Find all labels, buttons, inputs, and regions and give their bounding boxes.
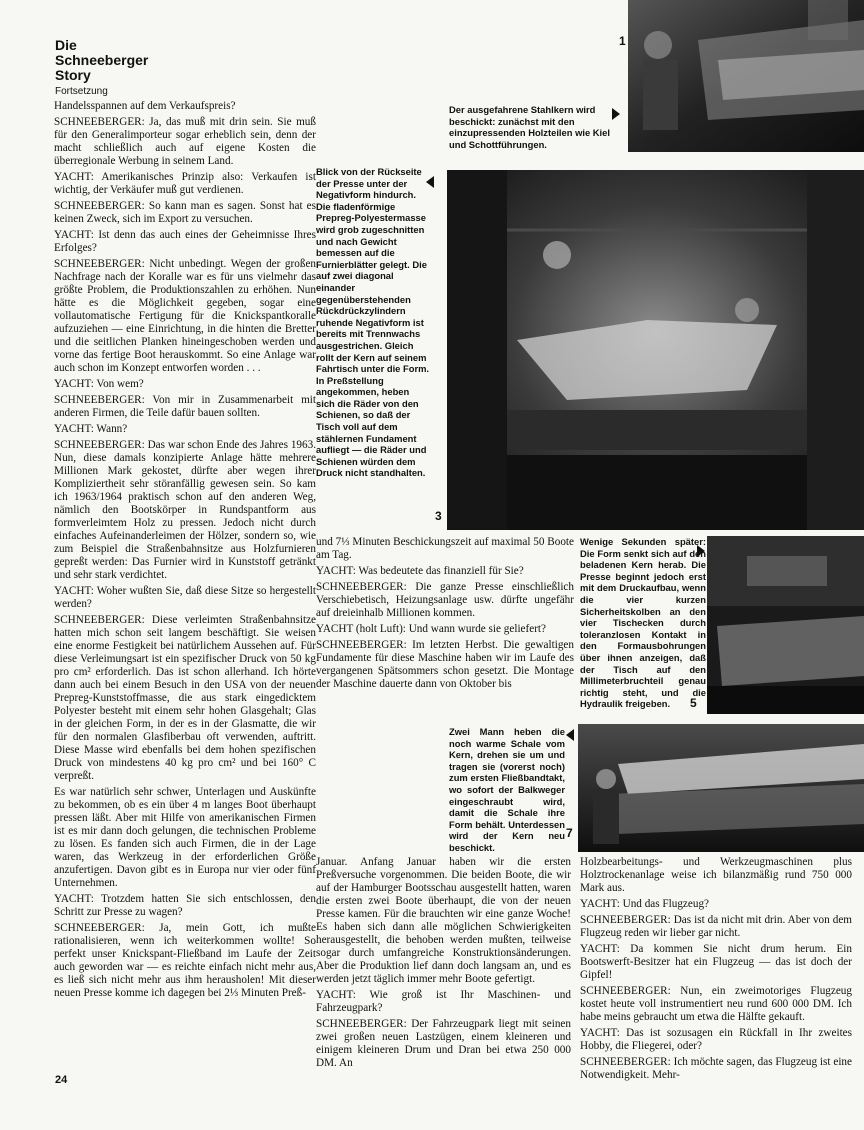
page-number: 24 [55, 1074, 68, 1086]
caption-arrow-3 [426, 176, 434, 188]
paragraph: Holzbearbeitungs- und Werkzeugmaschinen plus Holztrockenanlage weise ich bilanzmäßig rund 750 000 Mark aus. [580, 856, 852, 894]
photo-3-caption: Blick von der Rückseite der Presse unter der Negativform hindurch. Die fladenförmige Prepreg-Polyestermasse wird grob zugeschnitten und nach Gewicht bemessen auf die Furnierblätter gelegt. Die auf zwei diagonal einander gegenüberstehenden Rückdrückzylindern ruhende Negativform ist bereits mit Trennwachs ausgestrichen. Gleich rollt der Kern auf seinem Fahrtisch unter die Form. In Preßstellung angekommen, heben sich die Räder von den Schienen, so daß der Tisch voll auf dem stählernen Fundament aufliegt — die Räder und Schienen würden dem Druck nicht standhalten. [316, 166, 430, 479]
photo-1 [628, 0, 864, 152]
paragraph: YACHT (holt Luft): Und wann wurde sie geliefert? [316, 623, 547, 635]
paragraph: Handelsspannen auf dem Verkaufspreis? [54, 100, 236, 112]
right-column [580, 856, 852, 1081]
continued-label: Fortsetzung [55, 86, 108, 97]
photo-1-number: 1 [619, 34, 626, 48]
paragraph: YACHT: Von wem? [54, 378, 144, 390]
paragraph: SCHNEEBERGER: Nicht unbedingt. Wegen der großen Nachfrage nach der Koralle war es für uns vielmehr das größte Problem, die Produktionszahlen zu erhöhen. Nun hätte es die Möglichkeit gegeben, sogar eine vollautomatische Fertigung für die Knickspantkoralle aufzuziehen — eine Einrichtung, in die hinten die Bretter und die seitlichen Planken hineingeschoben werden und vorne das fertige Boot herauskommt. So eine Anlage war auch schon im Konzept entworfen worden . . . [54, 258, 316, 374]
paragraph: YACHT: Amerikanisches Prinzip also: Verkaufen ist wichtig, der Verkäufer muß gut verdienen. [54, 171, 316, 196]
paragraph: SCHNEEBERGER: Das ist da nicht mit drin. Aber von dem Flugzeug reden wir lieber gar nicht. [580, 914, 852, 939]
photo-3-number: 3 [435, 509, 442, 523]
paragraph: YACHT: Und das Flugzeug? [580, 898, 710, 910]
paragraph: SCHNEEBERGER: Ja, mein Gott, ich mußte rationalisieren, wenn ich weiterkommen wollte! So perfekt unser Knickspant-Fließband im Laufe der Zeit auch geworden war — es reichte einfach nicht mehr aus, es ließ sich nicht mehr aus ihm herausholen! Mit dieser neuen Presse komme ich dagegen bei 2⅓ Minuten Preß- [54, 922, 316, 999]
paragraph: Januar. Anfang Januar haben wir die ersten Preßversuche vorgenommen. Die beiden Boote, die wir auf der Hamburger Bootsschau ausgestellt hatten, waren die ersten zwei Boote überhaupt, die von der neuen Presse kamen. Für die brauchten wir eine ganze Woche! Es haben sich dann alle möglichen Schwierigkeiten herausgestellt, die behoben werden mußten, teilweise sogar durch umfangreiche Konstruktionsänderungen. Aber die Produktion lief dann doch langsam an, und es werden jetzt täglich immer mehr Boote gefertigt. [316, 856, 571, 985]
caption-arrow-5 [697, 545, 705, 557]
paragraph: SCHNEEBERGER: Nun, ein zweimotoriges Flugzeug kostet heute voll instrumentiert neu rund 600 000 DM. Ich habe meins gebraucht um etwa die Hälfte gekauft. [580, 985, 852, 1023]
title-line-2: Schneeberger [55, 52, 149, 68]
photo-7-number: 7 [566, 826, 573, 840]
left-column [54, 100, 316, 1058]
paragraph: und 7⅓ Minuten Beschickungszeit auf maximal 50 Boote am Tag. [316, 536, 574, 561]
paragraph: Es war natürlich sehr schwer, Unterlagen und Auskünfte zu bekommen, ob es ein über 4 m langes Boot überhaupt pressen läßt. Aber mit Hilfe von amerikanischen Firmen ist es mir dann doch gelungen, die technischen Probleme zu lösen. Es fanden sich auch Firmen, die in der Lage waren, das Werkzeug in der erforderlichen Größe anzufertigen. Davon gibt es in Europa nur vier oder fünf Unternehmen. [54, 786, 316, 889]
photo-5-number: 5 [690, 696, 697, 710]
paragraph: SCHNEEBERGER: Die ganze Presse einschließlich Verschiebetisch, Heizungsanlage usw. dürfte ungefähr auf dreieinhalb Millionen kommen. [316, 581, 574, 619]
photo-7-caption: Zwei Mann heben die noch warme Schale vom Kern, drehen sie um und tragen sie (vorerst noch) zum ersten Fließbandtakt, wo sofort der Balkweger eingeschraubt wird, damit die Schale ihre Form behält. Unterdessen wird der Kern neu beschickt. [449, 726, 565, 853]
paragraph: YACHT: Trotzdem hatten Sie sich entschlossen, den Schritt zur Presse zu wagen? [54, 893, 316, 918]
paragraph: YACHT: Da kommen Sie nicht drum herum. Ein Bootswerft-Besitzer hat ein Flugzeug — das ist doch der Gipfel! [580, 943, 852, 981]
title-line-1: Die [55, 37, 77, 53]
paragraph: YACHT: Wann? [54, 423, 128, 435]
article-title [55, 38, 148, 83]
paragraph: SCHNEEBERGER: Der Fahrzeugpark liegt mit seinen zwei großen neuen Lastzügen, einem kleineren und einigem kleineren Drum und Dran bei etwa 250 000 DM. An [316, 1018, 571, 1069]
paragraph: SCHNEEBERGER: So kann man es sagen. Sonst hat es keinen Zweck, sich im Export zu versuchen. [54, 200, 316, 225]
paragraph: SCHNEEBERGER: Im letzten Herbst. Die gewaltigen Fundamente für diese Maschine haben wir im Laufe des vergangenen Spätsommers schon gesetzt. Die Montage der Maschine dauerte dann von Oktober bis [316, 639, 574, 690]
paragraph: YACHT: Das ist sozusagen ein Rückfall in Ihr zweites Hobby, die Fliegerei, oder? [580, 1027, 852, 1052]
paragraph: SCHNEEBERGER: Ich möchte sagen, das Flugzeug ist eine Notwendigkeit. Mehr- [580, 1056, 852, 1081]
paragraph: SCHNEEBERGER: Das war schon Ende des Jahres 1963. Nun, diese damals konzipierte Anlage hätte mehrere Millionen Mark gekostet, dürfte aber wegen ihrer Kompliziertheit sehr störanfällig gewesen sein. So kam ich 1963/1964 praktisch schon auf den anderen Weg, nämlich den Bootskörper in Rundspantform aus formverleimtem Holz zu pressen. Jedoch nicht durch einfaches Aufeinanderleimen der Hölzer, sondern so, wie zum Beispiel die Straßenbahnsitze aus Holzfurnieren gepreßt werden: Das Furnier wird in Kunststoff getränkt und sehr stark verdichtet. [54, 439, 316, 581]
paragraph: SCHNEEBERGER: Von mir in Zusammenarbeit mit anderen Firmen, die Teile dafür bauen sollten. [54, 394, 316, 419]
photo-5-caption: Wenige Sekunden später: Die Form senkt sich auf den beladenen Kern herab. Die Presse beginnt jedoch erst mit dem Druckaufbau, wenn die vier kurzen Sicherheitskolben an den vier Tischecken durch toleranzlosen Kontakt in den Formausbohrungen über ihnen anzeigen, daß der Tisch auf den Millimeterbruchteil genau richtig steht, und die Hydraulik freigeben. [580, 536, 706, 710]
caption-arrow-7 [566, 729, 574, 741]
photo-5 [707, 536, 864, 714]
paragraph: YACHT: Wie groß ist Ihr Maschinen- und Fahrzeugpark? [316, 989, 571, 1014]
middle-column [316, 536, 574, 711]
paragraph: YACHT: Was bedeutete das finanziell für Sie? [316, 565, 524, 577]
paragraph: SCHNEEBERGER: Ja, das muß mit drin sein. Sie muß für den Generalimporteur sogar erheblich sein, denn der macht schließlich auch auf eigene Kosten die überregionale Werbung in seinem Land. [54, 116, 316, 167]
paragraph: YACHT: Woher wußten Sie, daß diese Sitze so hergestellt werden? [54, 585, 316, 610]
paragraph: YACHT: Ist denn das auch eines der Geheimnisse Ihres Erfolges? [54, 229, 316, 254]
photo-3 [447, 170, 864, 530]
paragraph: SCHNEEBERGER: Diese verleimten Straßenbahnsitze hatten mich schon seit langem beschäftigt. Sie weisen eine enorme Festigkeit bei natürlichem Aussehen auf. Für diese Verleimungsart ist ein spezifischer Druck von 50 kg pro cm² erforderlich. Das ist schon allerhand. Ich hörte dann auch bei einem Besuch in den USA von der neuen Prepreg-Kunststoffmasse, die aus stark eingedicktem Polyester besteht mit einem sehr hohen Glasgehalt; Glas in der gleichen Form, in der es in der Glasmatte, die wir für den normalen Glasfiberbau oft verwenden, auftritt. Diese Masse wird ebenfalls bei dem hohen spezifischen Druck von mindestens 40 kg pro cm² und bei 160° C verpreßt. [54, 614, 316, 782]
photo-1-caption: Der ausgefahrene Stahlkern wird beschickt: zunächst mit den einzupressenden Holzteilen wie Kiel und Schottführungen. [449, 104, 610, 150]
bottom-middle-column [316, 856, 571, 1071]
photo-7 [578, 724, 864, 852]
title-line-3: Story [55, 67, 91, 83]
